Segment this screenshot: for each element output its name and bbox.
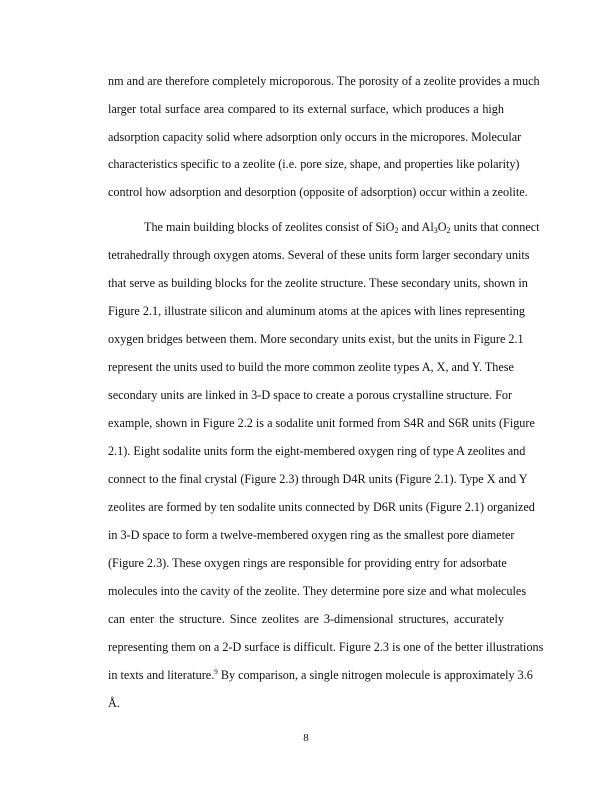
paragraph-line: characteristics specific to a zeolite (i.e. pore size, shape, and properties like polarity)	[108, 157, 520, 171]
paragraph-line: representing them on a 2-D surface is difficult. Figure 2.3 is one of the better illustrations	[108, 640, 544, 654]
paragraph-line: oxygen bridges between them. More secondary units exist, but the units in Figure 2.1	[108, 332, 524, 346]
subscript: 2	[394, 226, 399, 235]
paragraph-line	[108, 219, 540, 235]
text-run: The main building blocks of zeolites consist of SiO	[144, 220, 395, 234]
paragraph-line: represent the units used to build the more common zeolite types A, X, and Y. These	[108, 360, 514, 374]
paragraph-line: Å.	[108, 696, 120, 710]
paragraph-line: 2.1). Eight sodalite units form the eight-membered oxygen ring of type A zeolites and	[108, 444, 526, 458]
text-run: By comparison, a single nitrogen molecule is approximately 3.6	[217, 668, 533, 682]
paragraph-line: tetrahedrally through oxygen atoms. Several of these units form larger secondary units	[108, 248, 530, 262]
page-number: 8	[303, 732, 309, 744]
subscript: 3	[433, 226, 438, 235]
paragraph-line: example, shown in Figure 2.2 is a sodalite unit formed from S4R and S6R units (Figure	[108, 416, 535, 430]
paragraph-line: Figure 2.1, illustrate silicon and aluminum atoms at the apices with lines representing	[108, 304, 525, 318]
paragraph-line: in 3-D space to form a twelve-membered oxygen ring as the smallest pore diameter	[108, 528, 515, 542]
subscript: 2	[446, 226, 451, 235]
text-run: units that connect	[450, 220, 540, 234]
text-run: in texts and literature.	[108, 668, 215, 682]
paragraph-line: control how adsorption and desorption (opposite of adsorption) occur within a zeolite.	[108, 185, 528, 199]
paragraph-line: that serve as building blocks for the zeolite structure. These secondary units, shown in	[108, 276, 528, 290]
paragraph-line: can enter the structure. Since zeolites are 3-dimensional structures, accurately	[108, 612, 504, 626]
paragraph-line: connect to the final crystal (Figure 2.3) through D4R units (Figure 2.1). Type X and Y	[108, 472, 528, 486]
paragraph-line: (Figure 2.3). These oxygen rings are responsible for providing entry for adsorbate	[108, 556, 507, 570]
text-run: and Al	[398, 220, 434, 234]
paragraph-line: adsorption capacity solid where adsorption only occurs in the micropores. Molecular	[108, 130, 522, 144]
paragraph-line	[108, 667, 533, 683]
paragraph-line: zeolites are formed by ten sodalite units connected by D6R units (Figure 2.1) organized	[108, 500, 535, 514]
paragraph-line: nm and are therefore completely microporous. The porosity of a zeolite provides a much	[108, 74, 540, 88]
text-run: O	[437, 220, 447, 234]
paragraph-line: molecules into the cavity of the zeolite. They determine pore size and what molecules	[108, 584, 527, 598]
paragraph-line: larger total surface area compared to its external surface, which produces a high	[108, 102, 504, 116]
paragraph-line: secondary units are linked in 3-D space to create a porous crystalline structure. For	[108, 388, 513, 402]
citation-superscript: 9	[214, 668, 218, 676]
